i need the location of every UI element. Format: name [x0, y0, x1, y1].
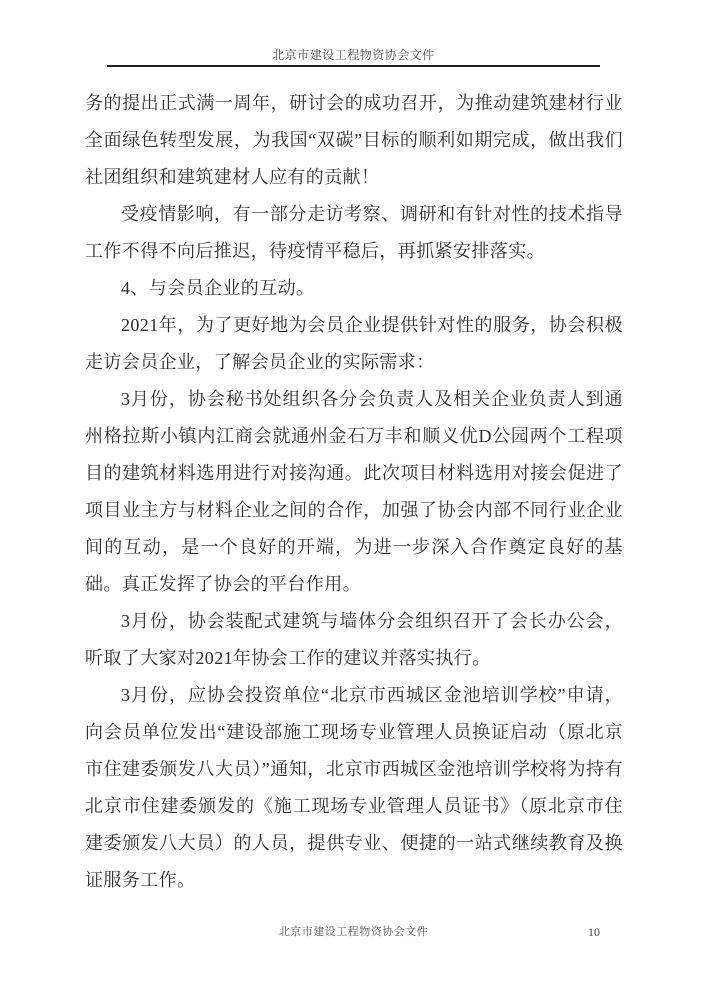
header-rule	[107, 65, 600, 67]
paragraph: 2021年，为了更好地为会员企业提供针对性的服务，协会积极走访会员企业，了解会员企业的实际需求：	[85, 315, 623, 372]
paragraph: 3月份，协会秘书处组织各分会负责人及相关企业负责人到通州格拉斯小镇内江商会就通州金石万丰和顺义优D公园两个工程项目的建筑材料选用进行对接沟通。此次项目材料选用对接会促进了项目业主方与材料企业之间的合作，加强了协会内部不同行业企业间的互动，是一个良好的开端，为进一步深入合作奠定良好的基础。真正发挥了协会的平台作用。	[85, 389, 623, 594]
paragraph: 受疫情影响，有一部分走访考察、调研和有针对性的技术指导工作不得不向后推迟，待疫情平稳后，再抓紧安排落实。	[85, 204, 623, 261]
header-title: 北京市建设工程物资协会文件	[272, 48, 435, 62]
document-body	[85, 85, 623, 899]
paragraph: 3月份，应协会投资单位“北京市西城区金池培训学校”申请，向会员单位发出“建设部施工现场专业管理人员换证启动（原北京市住建委颁发八大员）”通知，北京市西城区金池培训学校将为持有北京市住建委颁发的《施工现场专业管理人员证书》（原北京市住建委颁发八大员）的人员，提供专业、便捷的一站式继续教育及换证服务工作。	[85, 685, 623, 890]
paragraph: 务的提出正式满一周年，研讨会的成功召开，为推动建筑建材行业全面绿色转型发展，为我国“双碳”目标的顺利如期完成，做出我们社团组织和建筑建材人应有的贡献！	[85, 93, 623, 187]
page-number: 10	[588, 925, 600, 939]
footer-title: 北京市建设工程物资协会文件	[278, 926, 429, 938]
paragraph: 4、与会员企业的互动。	[121, 278, 315, 298]
page-header	[0, 46, 707, 64]
page-footer	[0, 924, 707, 942]
paragraph: 3月份，协会装配式建筑与墙体分会组织召开了会长办公会，听取了大家对2021年协会工作的建议并落实执行。	[85, 611, 623, 668]
